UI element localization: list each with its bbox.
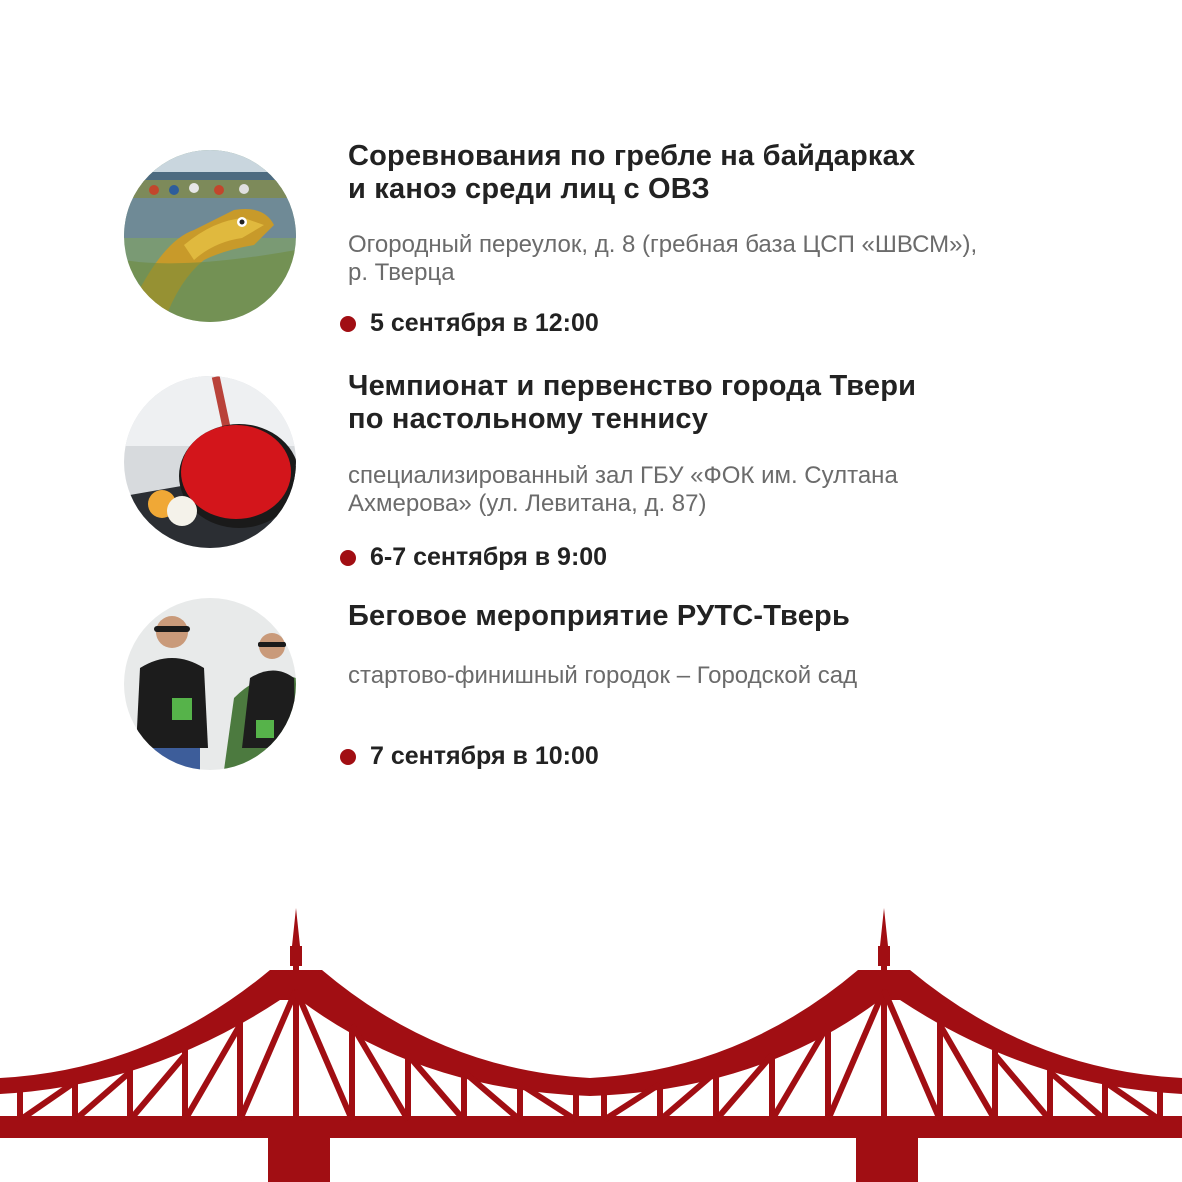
bullet-dot-icon — [340, 749, 356, 765]
event-date: 5 сентября в 12:00 — [340, 309, 599, 338]
event-location: стартово-финишный городок – Городской сад — [348, 662, 858, 689]
event-location: Огородный переулок, д. 8 (гребная база ЦСП «ШВСМ»), р. Тверца — [348, 231, 978, 286]
event-title: Чемпионат и первенство города Твери по настольному теннису — [348, 370, 917, 435]
event-date: 7 сентября в 10:00 — [340, 742, 599, 771]
event-location: специализированный зал ГБУ «ФОК им. Султана Ахмерова» (ул. Левитана, д. 87) — [348, 462, 898, 517]
event-title: Беговое мероприятие РУТС-Тверь — [348, 600, 850, 632]
event-date: 6-7 сентября в 9:00 — [340, 543, 607, 572]
dragon-boat-photo — [124, 150, 296, 322]
bullet-dot-icon — [340, 316, 356, 332]
bridge-icon — [0, 900, 1182, 1182]
runners-photo — [124, 598, 296, 770]
bullet-dot-icon — [340, 550, 356, 566]
table-tennis-photo — [124, 376, 296, 548]
event-title: Соревнования по гребле на байдарках и каноэ среди лиц с ОВЗ — [348, 140, 916, 205]
